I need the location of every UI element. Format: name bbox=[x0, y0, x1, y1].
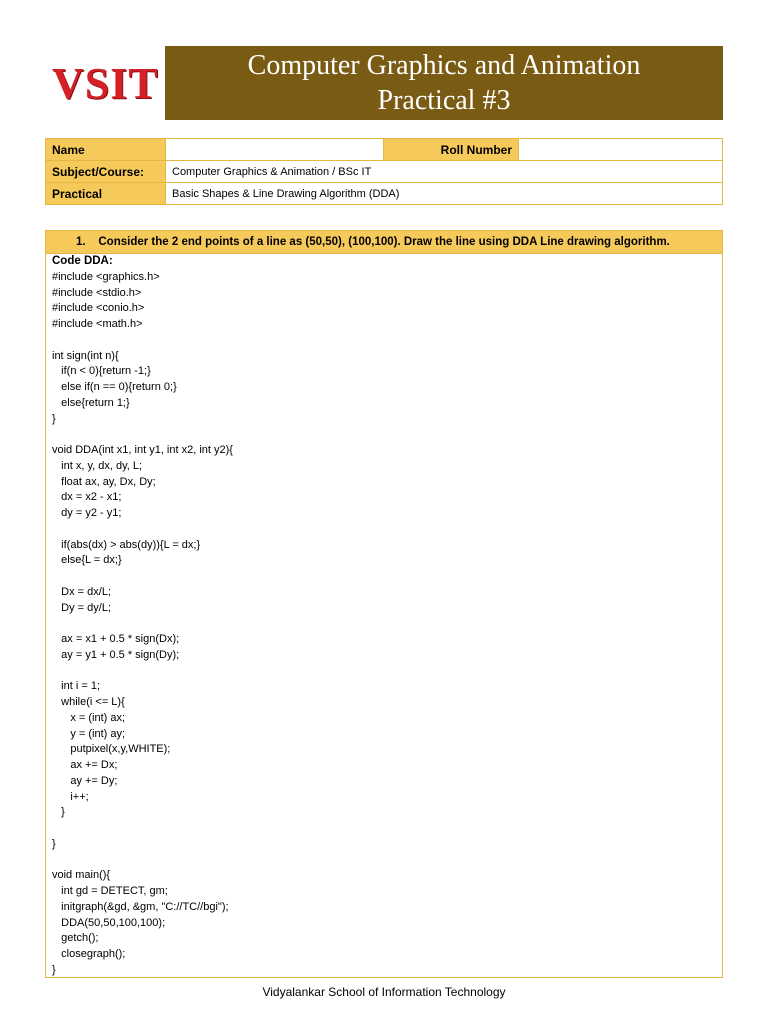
roll-number-label: Roll Number bbox=[384, 139, 519, 161]
code-line: int x, y, dx, dy, L; bbox=[52, 459, 143, 472]
code-line: } bbox=[52, 412, 56, 425]
code-line: } bbox=[52, 806, 65, 819]
code-line: i++; bbox=[52, 790, 89, 803]
code-line: DDA(50,50,100,100); bbox=[52, 916, 166, 929]
table-row bbox=[46, 161, 723, 183]
vsit-logo: VSIT bbox=[52, 59, 159, 108]
question-section bbox=[45, 230, 723, 978]
code-block bbox=[52, 270, 722, 979]
code-line: ax = x1 + 0.5 * sign(Dx); bbox=[52, 633, 180, 645]
question-heading bbox=[46, 231, 722, 254]
code-line: dy = y2 - y1; bbox=[52, 507, 122, 519]
table-row bbox=[46, 139, 723, 161]
title-banner bbox=[165, 46, 723, 120]
code-line: int sign(int n){ bbox=[52, 349, 119, 362]
code-line: closegraph(); bbox=[52, 948, 126, 960]
code-line: else{L = dx;} bbox=[52, 554, 122, 567]
subject-label: Subject/Course: bbox=[46, 161, 166, 183]
code-line: else{return 1;} bbox=[52, 396, 130, 409]
code-line: #include <math.h> bbox=[52, 318, 143, 330]
question-text: Consider the 2 end points of a line as (50,50), (100,100). Draw the line using DDA Line drawing algorithm. bbox=[98, 236, 670, 248]
code-line: Dy = dy/L; bbox=[52, 601, 111, 614]
code-line: int i = 1; bbox=[52, 680, 100, 693]
code-line: getch(); bbox=[52, 932, 99, 945]
document-title: Computer Graphics and Animation bbox=[247, 50, 641, 81]
name-label: Name bbox=[46, 139, 166, 161]
practical-label: Practical bbox=[46, 183, 166, 205]
code-line: void DDA(int x1, int y1, int x2, int y2){ bbox=[52, 444, 233, 456]
code-line: else if(n == 0){return 0;} bbox=[52, 381, 177, 393]
code-line: void main(){ bbox=[52, 869, 111, 882]
code-line: y = (int) ay; bbox=[52, 727, 126, 740]
code-line: putpixel(x,y,WHITE); bbox=[52, 743, 171, 756]
code-label: Code DDA: bbox=[52, 255, 113, 267]
answer-area bbox=[46, 254, 722, 979]
table-row bbox=[46, 183, 723, 205]
code-line: x = (int) ax; bbox=[52, 711, 126, 724]
code-line: } bbox=[52, 963, 56, 976]
roll-number-field[interactable] bbox=[519, 139, 723, 161]
code-line: #include <graphics.h> bbox=[52, 270, 160, 283]
code-line: if(abs(dx) > abs(dy)){L = dx;} bbox=[52, 538, 201, 551]
footer-institution: Vidyalankar School of Information Technology bbox=[262, 985, 506, 999]
practical-value: Basic Shapes & Line Drawing Algorithm (DDA) bbox=[166, 183, 723, 205]
code-line: } bbox=[52, 837, 56, 850]
subject-value: Computer Graphics & Animation / BSc IT bbox=[166, 161, 723, 183]
code-line: Dx = dx/L; bbox=[52, 585, 111, 598]
code-line: float ax, ay, Dx, Dy; bbox=[52, 475, 156, 488]
code-line: ay = y1 + 0.5 * sign(Dy); bbox=[52, 648, 180, 661]
code-line: initgraph(&gd, &gm, "C://TC//bgi"); bbox=[52, 900, 229, 913]
code-line: #include <conio.h> bbox=[52, 302, 145, 315]
code-line: while(i <= L){ bbox=[52, 696, 125, 708]
code-line: dx = x2 - x1; bbox=[52, 491, 122, 504]
code-line: #include <stdio.h> bbox=[52, 286, 142, 299]
code-line: ay += Dy; bbox=[52, 774, 118, 787]
name-field[interactable] bbox=[166, 139, 384, 161]
student-info-table bbox=[45, 138, 723, 205]
code-line: ax += Dx; bbox=[52, 759, 118, 771]
practical-number: Practical #3 bbox=[377, 85, 511, 116]
question-number: 1. bbox=[76, 236, 86, 248]
code-line: if(n < 0){return -1;} bbox=[52, 365, 151, 378]
code-line: int gd = DETECT, gm; bbox=[52, 885, 168, 897]
